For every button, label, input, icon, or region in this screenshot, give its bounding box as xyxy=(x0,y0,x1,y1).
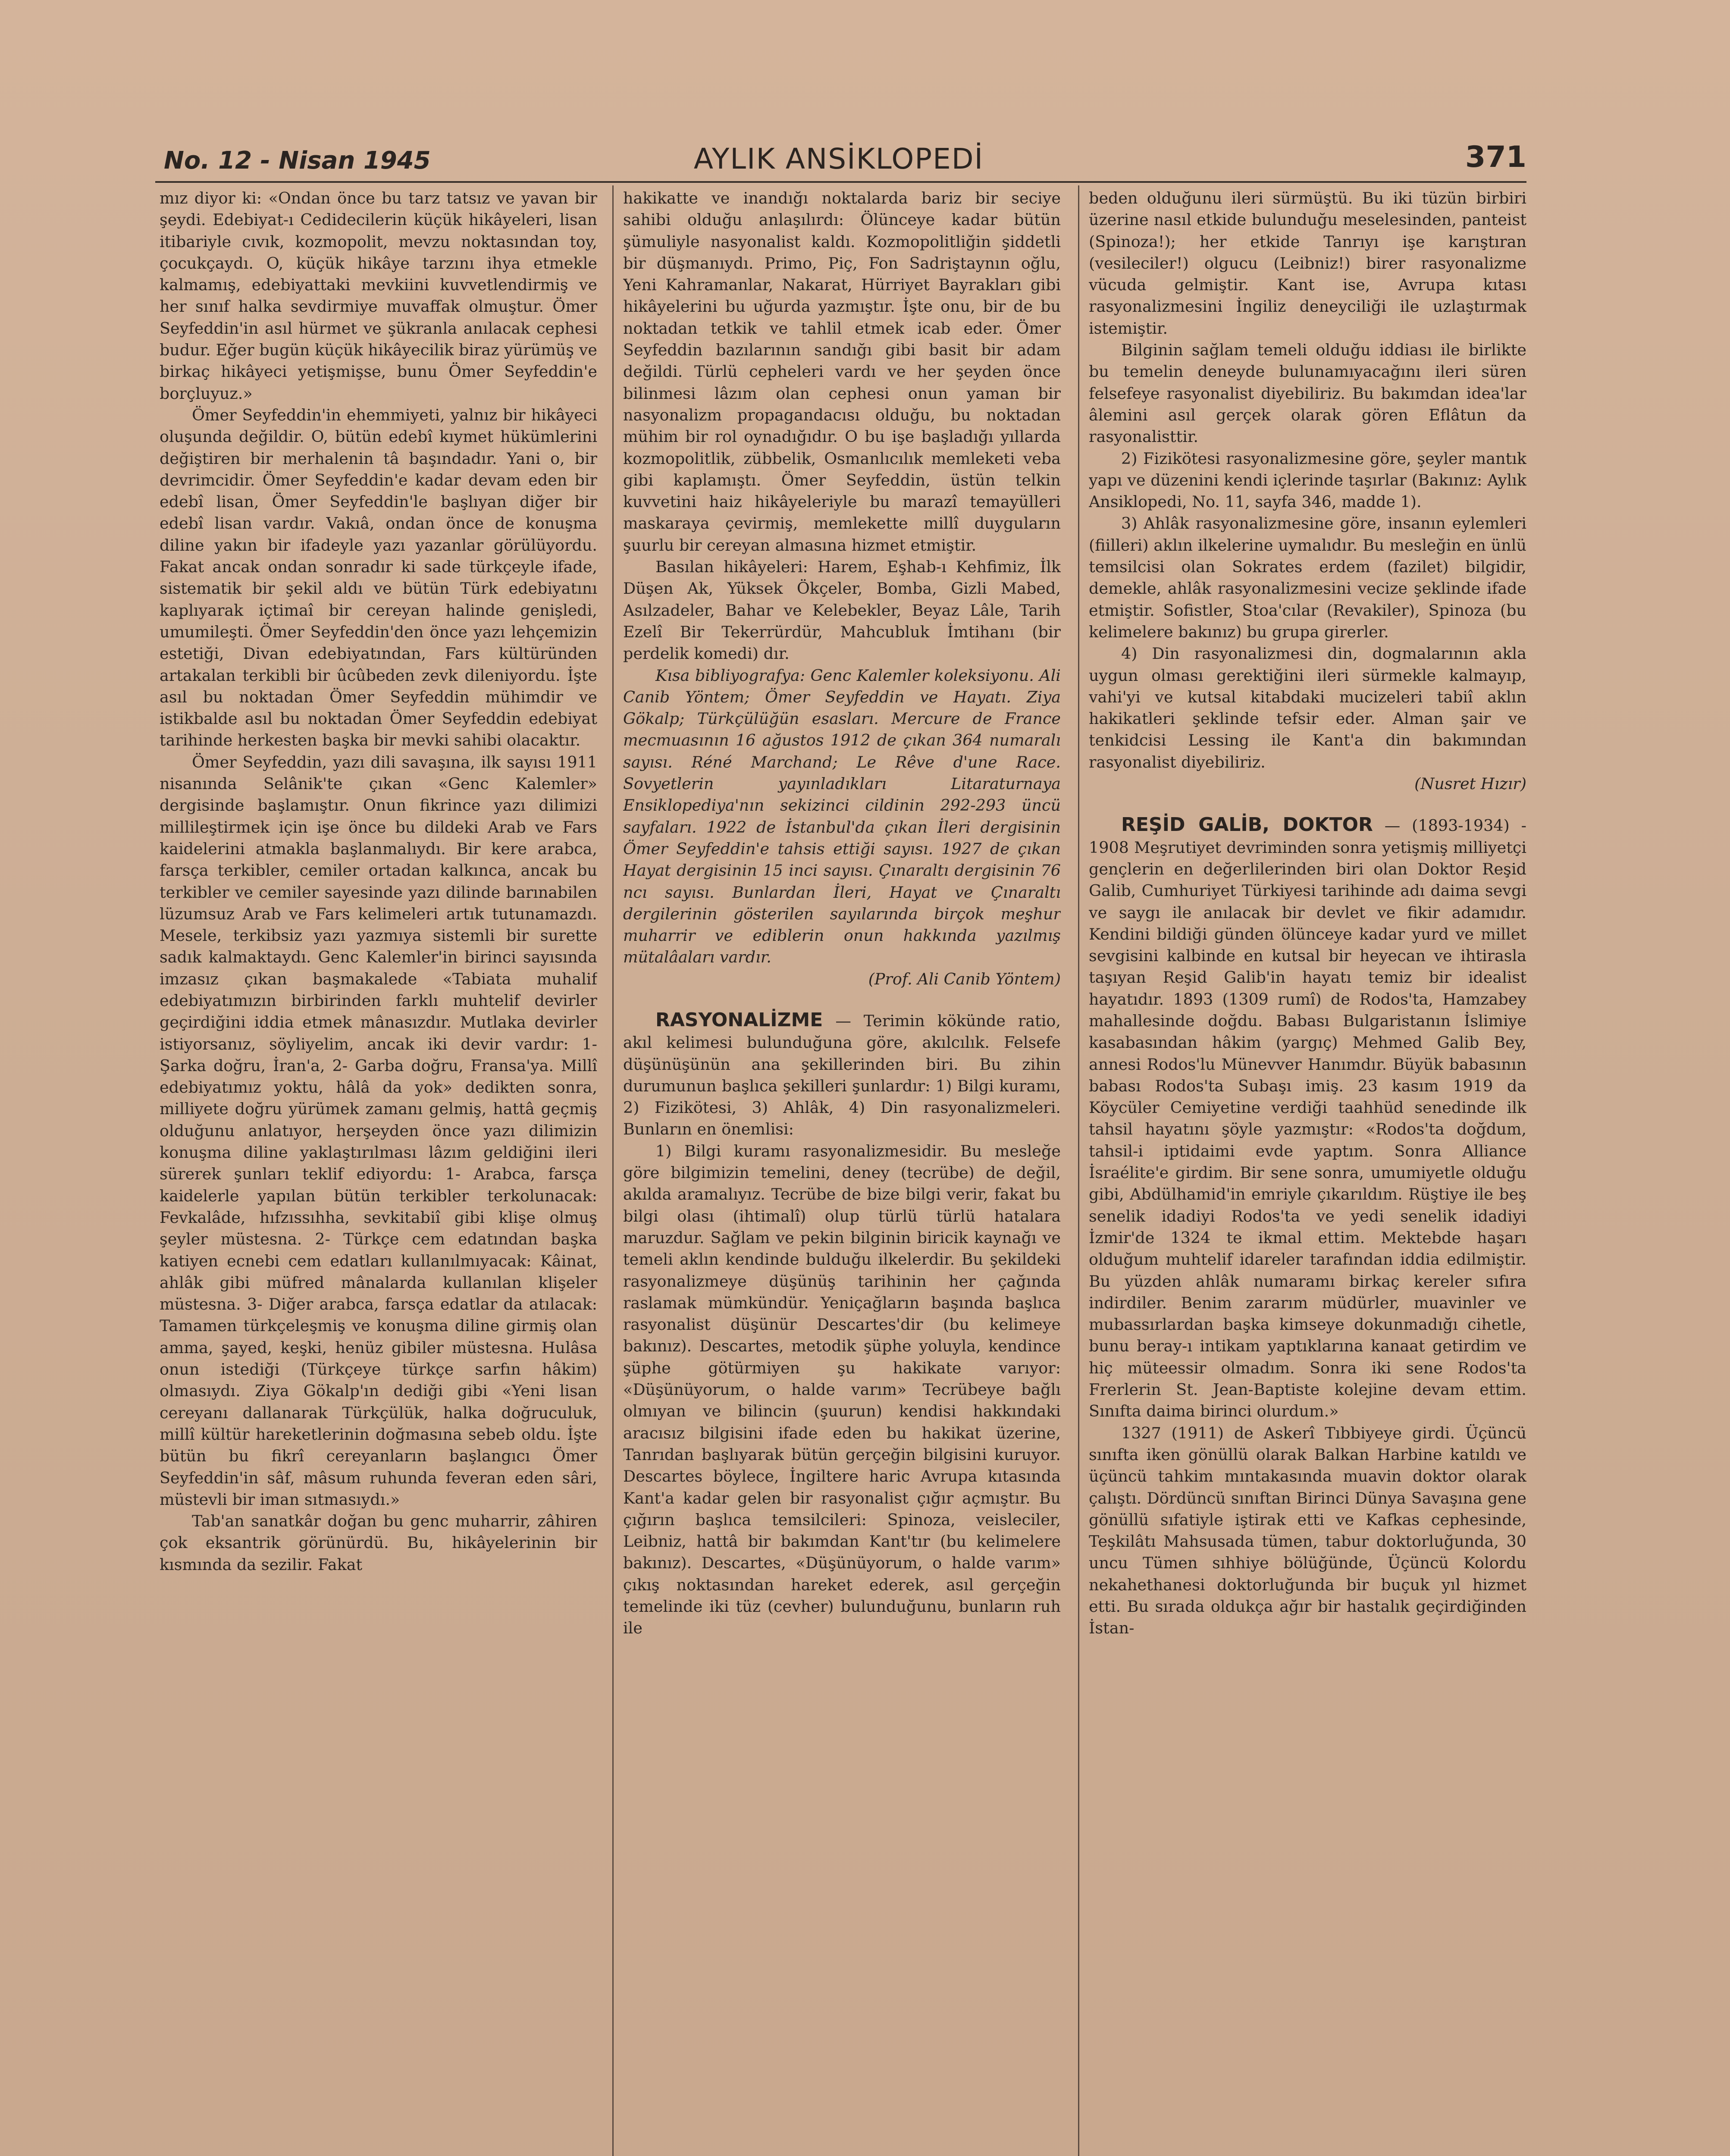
paragraph: hakikatte ve inandığı noktalarda bariz bir seciye sahibi olduğu anlaşılırdı: Ölünceye kadar bütün şümuliyle nasyonalist kaldı. Kozmopolitliğin şiddetli bir düşmanıydı. Primo, Piç, Fon Sadriştaynın oğlu, Yeni Kahramanlar, Nakarat, Hürriyet Bayrakları gibi hikâyelerini bu uğurda yazmıştır. İşte onu, bir de bu noktadan tetkik ve tahlil etmek icab eder. Ömer Seyfeddin bazılarının sandığı gibi basit bir adam değildi. Türlü cepheleri vardı ve her şeyden önce bilinmesi lâzım olan cephesi onun yaman bir nasyonalizm propagandacısı olduğu, bu noktadan mühim bir rol oynadığıdır. O bu işe başladığı yıllarda kozmopolitlik, zübbelik, Osmanlıcılık memleketi veba gibi kaplamıştı. Ömer Seyfeddin, üstün telkin kuvvetini haiz hikâyeleriyle bu marazî temayülleri maskaraya çevirmiş, memlekette millî duyguların şuurlu bir cereyan almasına hizmet etmiştir. xyxy=(623,189,1061,555)
column-divider xyxy=(1078,185,1079,2156)
encyclopedia-entry xyxy=(1089,814,1526,1422)
publication-title: AYLIK ANSİKLOPEDİ xyxy=(693,142,984,175)
paragraph: mız diyor ki: «Ondan önce bu tarz tatsız ve yavan bir şeydi. Edebiyat-ı Cedidecilerin küçük hikâyeleri, lisan itibariyle cıvık, kozmopolit, mevzu noktasından toy, çocukçaydı. O, küçük hikâye tarzını ihya etmekle kalmamış, edebiyattaki mevkiini kuvvetlendirmiş ve her sınıf halka sevdirmiye muvaffak olmuştur. Ömer Seyfeddin'in asıl hürmet ve şükranla anılacak cephesi budur. Eğer bugün küçük hikâyecilik biraz yürümüş ve birkaç hikâyeci yetişmişse, bunu Ömer Seyfeddin'e borçluyuz.» xyxy=(160,189,597,403)
author-byline: (Prof. Ali Canib Yöntem) xyxy=(868,969,1061,988)
paragraph: Bilginin sağlam temeli olduğu iddiası ile birlikte bu temelin deneyde bulunamıyacağını ileri süren felsefeye rasyonalist diyebiliriz. Bu bakımdan idea'lar âlemini asıl gerçek olarak gören Eflâtun da rasyonalisttir. xyxy=(1089,341,1526,446)
page-header xyxy=(151,125,1526,185)
encyclopedia-entry xyxy=(623,1009,1061,1141)
text-column-1 xyxy=(160,188,597,2156)
paragraph: 2) Fizikötesi rasyonalizmesine göre, şeyler mantık yapı ve düzenini kendi içlerinde taşırlar (Bakınız: Aylık Ansiklopedi, No. 11, sayfa 346, madde 1). xyxy=(1089,449,1526,511)
page-number: 371 xyxy=(1465,140,1526,174)
paragraph: Ömer Seyfeddin, yazı dili savaşına, ilk sayısı 1911 nisanında Selânik'te çıkan «Genc Kalemler» dergisinde başlamıştır. Onun fikrince yazı dilimizi millileştirmek için işe önce bu dildeki Arab ve Fars kaidelerini atmakla başlanmalıydı. Bir kere arabca, farsça terkibler, cemiler ortadan kalkınca, ancak bu terkibler ve cemiler sayesinde yazı dilinde barınabilen lüzumsuz Arab ve Fars kelimeleri artık tutunamazdı. Mesele, terkibsiz yazı yazmıya sistemli bir surette sadık kalmaktaydı. Genc Kalemler'in birinci sayısında imzasız çıkan başmakalede «Tabiata muhalif edebiyatımızın birbirinden farklı muhtelif devirler geçirdiğini iddia etmek mânasızdır. Mutlaka devirler istiyorsanız, söyliyelim, ancak iki devir vardır: 1- Şarka doğru, İran'a, 2- Garba doğru, Fransa'ya. Millî edebiyatımız yoktu, hâlâ da yok» dedikten sonra, milliyete doğru yürümek zamanı gelmiş, hattâ geçmiş olduğunu anlatıyor, herşeyden önce yazı dilimizin konuşma diline yaklaştırılması lâzım geldiğini ileri sürerek şunları teklif ediyordu: 1- Arabca, farsça kaidelerle yapılan bütün terkibler terkolunacak: Fevkalâde, hıfzıssıhha, sevkitabiî gibi klişe olmuş şeyler müstesna. 2- Türkçe cem edatından başka katiyen ecnebi cem edatları kullanılmıyacak: Kâinat, ahlâk gibi müfred mânalarda kullanılan klişeler müstesna. 3- Diğer arabca, farsça edatlar da atılacak: Tamamen türkçeleşmiş ve konuşma diline girmiş olan amma, şayed, keşki, henüz gibiler müstesna. Hulâsa onun istediği (Türkçeye türkçe sarfın hâkim) olmasıydı. Ziya Gökalp'ın dediği gibi «Yeni lisan cereyanı dallanarak Türkçülük, halka doğruculuk, millî kültür hareketlerinin doğmasına sebeb oldu. İşte bütün bu fikrî cereyanların başlangıcı Ömer Seyfeddin'in sâf, mâsum ruhunda feveran eden sâri, müstevli bir iman sıtmasıydı.» xyxy=(160,752,597,1509)
entry-text: — Terimin kökünde ratio, akıl kelimesi bulunduğuna göre, akılcılık. Felsefe düşünüşünün ana şekillerinden biri. Bu zihin durumunun başlıca şekilleri şunlardır: 1) Bilgi kuramı, 2) Fizikötesi, 3) Ahlâk, 4) Din rasyonalizmeleri. Bunların en önemlisi: xyxy=(623,1011,1061,1139)
entry-title: REŞİD GALİB, DOKTOR xyxy=(1121,814,1373,836)
issue-info: No. 12 - Nisan 1945 xyxy=(164,147,431,175)
entry-text: — (1893-1934) - 1908 Meşrutiyet devriminden sonra yetişmiş milliyetçi gençlerin en değerlilerinden biri olan Doktor Reşid Galib, Cumhuriyet Türkiyesi tarihinde adı daima sevgi ve saygı ile anılacak bir devlet ve fikir adamıdır. Kendini bildiği günden ölünceye kadar yurd ve millet sevgisini kalbinde en kutsal bir heyecan ve ihtirasla taşıyan Reşid Galib'in hayatı temiz bir idealist hayatıdır. 1893 (1309 rumî) de Rodos'ta, Hamzabey mahallesinde doğdu. Babası Bulgaristanın İslimiye kasabasından hâkim (yargıç) Mehmed Galib Bey, annesi Rodos'lu Münevver Hanımdır. Büyük babasının babası Rodos'ta Subaşı imiş. 23 kasım 1919 da Köycüler Cemiyetine verdiği taahhüd senedinde ilk tahsil hayatını şöyle yazmıştır: «Rodos'ta doğdum, tahsil-i iptidaimi evde yaptım. Sonra Alliance İsraélite'e girdim. Bir sene sonra, umumiyetle olduğu gibi, Abdülhamid'in emriyle çıkarıldım. Rüştiye ile beş senelik idadiyi Rodos'ta ve yedi senelik idadiyi İzmir'de 1324 te ikmal ettim. Mektebde haşarı olduğum muhtelif idareler tarafından iddia edilmiştir. Bu yüzden ahlâk numaramı birkaç kereler sıfıra indirdiler. Benim zararım müdürler, muavinler ve mubassırlardan başka kimseye dokunmadığı cihetle, bunu beray-ı intikam yaptıklarına kanaat getirdim ve hiç müteessir olmadım. Sonra iki sene Rodos'ta Frerlerin St. Jean-Baptiste kolejine devam ettim. Sınıfta daima birinci olurdum.» xyxy=(1089,816,1526,1421)
header-rule xyxy=(155,181,1526,183)
paragraph: 1327 (1911) de Askerî Tıbbiyeye girdi. Üçüncü sınıfta iken gönüllü olarak Balkan Harbine katıldı ve üçüncü tahkim mıntakasında muavin doktor olarak çalıştı. Dördüncü sınıftan Birinci Dünya Savaşına gene gönüllü sıfatiyle iştirak etti ve Kafkas cephesinde, Teşkilâtı Mahsusada tümen, tabur doktorluğunda, 30 uncu Tümen sıhhiye bölüğünde, Üçüncü Kolordu nekahethanesi doktorluğunda bir buçuk yıl hizmet etti. Bu sırada oldukça ağır bir hastalık geçirdiğinden İstan- xyxy=(1089,1423,1526,1638)
text-column-3 xyxy=(1089,188,1526,2156)
paragraph: Tab'an sanatkâr doğan bu genc muharrir, zâhiren çok eksantrik görünürdü. Bu, hikâyelerinin bir kısmında da sezilir. Fakat xyxy=(160,1512,597,1574)
paragraph: beden olduğunu ileri sürmüştü. Bu iki tüzün birbiri üzerine nasıl etkide bulunduğu meselesinden, panteist (Spinoza!); her etkide Tanrıyı işe karıştıran (vesileciler!) olgucu (Leibniz!) birer rasyonalizme vücuda gelmiştir. Kant ise, Avrupa kıtası rasyonalizmesini İngiliz deneyciliği ile uzlaştırmak istemiştir. xyxy=(1089,189,1526,338)
paragraph: 3) Ahlâk rasyonalizmesine göre, insanın eylemleri (fiilleri) aklın ilkelerine uymalıdır. Bu mesleğin en ünlü temsilcisi olan Sokrates erdem (fazilet) bilgidir, demekle, ahlâk rasyonalizmesini vecize şeklinde ifade etmiştir. Sofistler, Stoa'cılar (Revakiler), Spinoza (bu kelimelere bakınız) bu grupa girerler. xyxy=(1089,514,1526,641)
paragraph: 4) Din rasyonalizmesi din, dogmalarının akla uygun olması gerektiğini ileri sürmekle kalmayıp, vahi'yi ve kutsal kitabdaki mucizeleri tabiî aklın hakikatleri şeklinde tefsir eder. Alman şair ve tenkidcisi Lessing ile Kant'a din bakımından rasyonalist diyebiliriz. xyxy=(1089,644,1526,771)
text-column-2 xyxy=(623,188,1061,2156)
paragraph: Ömer Seyfeddin'in ehemmiyeti, yalnız bir hikâyeci oluşunda değildir. O, bütün edebî kıymet hükümlerini değiştiren bir merhalenin tâ başındadır. Yani o, bir devrimcidir. Ömer Seyfeddin'e kadar devam eden bir edebî lisan, Ömer Seyfeddin'le başlıyan diğer bir edebî lisan vardır. Vakıâ, ondan önce de konuşma diline yakın bir ifadeyle yazı yazanlar görülüyordu. Fakat ancak ondan sonradır ki sade türkçeyle ifade, sistematik bir şekil aldı ve bütün Türk edebiyatını kaplıyarak içtimaî bir cereyan halinde genişledi, umumileşti. Ömer Seyfeddin'den önce yazı lehçemizin estetiği, Divan edebiyatından, Fars kültüründen artakalan terkibli bir ûcûbeden zevk dileniyordu. İşte asıl bu noktadan Ömer Seyfeddin mühimdir ve istikbalde asıl bu noktadan Ömer Seyfeddin edebiyat tarihinde herkesten başka bir mevki sahibi olacaktır. xyxy=(160,405,597,750)
bibliography: Kısa bibliyografya: Genc Kalemler koleksiyonu. Ali Canib Yöntem; Ömer Seyfeddin ve Hayatı. Ziya Gökalp; Türkçülüğün esasları. Mercure de France mecmuasının 16 ağustos 1912 de çıkan 364 numaralı sayısı. Réné Marchand; Le Rêve d'une Race. Sovyetlerin yayınladıkları Litaraturnaya Ensiklopediya'nın sekizinci cildinin 292-293 üncü sayfaları. 1922 de İstanbul'da çıkan İleri dergisinin Ömer Seyfeddin'e tahsis ettiği sayısı. 1927 de çıkan Hayat dergisinin 15 inci sayısı. Çınaraltı dergisinin 76 ncı sayısı. Bunlardan İleri, Hayat ve Çınaraltı dergilerinin gösterilen sayılarında birçok meşhur muharrir ve ediblerin onun hakkında yazılmış mütalâaları vardır. xyxy=(623,666,1061,967)
column-divider xyxy=(612,185,614,2156)
paragraph: Basılan hikâyeleri: Harem, Eşhab-ı Kehfimiz, İlk Düşen Ak, Yüksek Ökçeler, Bomba, Gizli Mabed, Asılzadeler, Bahar ve Kelebekler, Beyaz Lâle, Tarih Ezelî Bir Tekerrürdür, Mahcubluk İmtihanı (bir perdelik komedi) dır. xyxy=(623,558,1061,663)
paragraph: 1) Bilgi kuramı rasyonalizmesidir. Bu mesleğe göre bilgimizin temelini, deney (tecrübe) de değil, akılda aramalıyız. Tecrübe de bize bilgi verir, fakat bu bilgi olası (ihtimalî) olup türlü türlü hatalara maruzdur. Sağlam ve pekin bilginin biricik kaynağı ve temeli aklın kendinde bulduğu ilkelerdir. Bu şekildeki rasyonalizmeye düşünüş tarihinin her çağında raslamak mümkündür. Yeniçağların başında başlıca rasyonalist düşünür Descartes'dir (bu kelimeye bakınız). Descartes, metodik şüphe yoluyla, kendince şüphe götürmiyen şu hakikate varıyor: «Düşünüyorum, o halde varım» Tecrübeye bağlı olmıyan ve bilincin (şuurun) kendisi hakkındaki aracısız bilgisini ifade eden bu hakikat üzerine, Tanrıdan başlıyarak bütün gerçeğin bilgisini kuruyor. Descartes böylece, İngiltere haric Avrupa kıtasında Kant'a kadar gelen bir rasyonalist çığır açmıştır. Bu çığırın başlıca temsilcileri: Spinoza, veisleciler, Leibniz, hattâ bir bakımdan Kant'tır (bu kelimelere bakınız). Descartes, «Düşünüyorum, o halde varım» çıkış noktasından hareket ederek, asıl gerçeğin temelinde iki tüz (cevher) bulunduğunu, bunların ruh ile xyxy=(623,1141,1061,1638)
author-byline: (Nusret Hızır) xyxy=(1414,774,1526,793)
entry-title: RASYONALİZME xyxy=(655,1009,823,1031)
